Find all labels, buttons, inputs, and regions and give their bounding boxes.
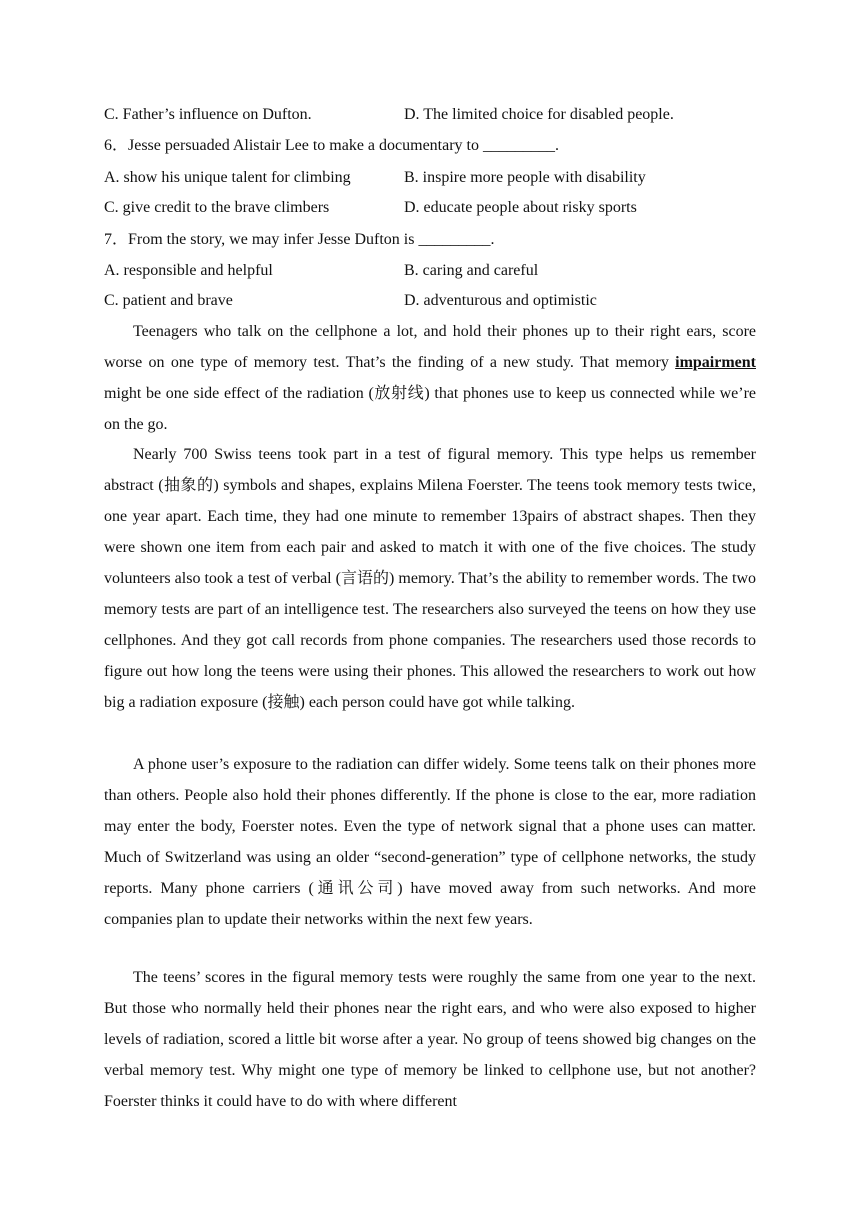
p1-text-after: might be one side effect of the radiation (放射线) that phones use to keep us connected while we’re on the go. <box>104 385 756 433</box>
q6-option-c: C. give credit to the brave climbers <box>104 199 330 216</box>
q6-stem: 6．Jesse persuaded Alistair Lee to make a documentary to _________. <box>104 137 559 154</box>
q7-options-row-ab <box>104 259 756 283</box>
passage-paragraph-3: A phone user’s exposure to the radiation can differ widely. Some teens talk on their phones more than others. People also hold their phones differently. If the phone is close to the ear, more radiation may enter the body, Foerster notes. Even the type of network signal that a phone uses can matter. Much of Switzerland was using an older “second-generation” type of cellphone networks, the study reports. Many phone carriers (通讯公司) have moved away from such networks. And more companies plan to update their networks within the next few years. <box>104 756 756 928</box>
q6-option-b: B. inspire more people with disability <box>404 169 646 186</box>
q6-option-a: A. show his unique talent for climbing <box>104 169 351 186</box>
q7-options-row-cd <box>104 289 756 313</box>
q7-option-b: B. caring and careful <box>404 262 539 279</box>
passage-paragraph-4: The teens’ scores in the figural memory tests were roughly the same from one year to the next. But those who normally held their phones near the right ears, and who were also exposed to higher levels of radiation, scored a little bit worse after a year. No group of teens showed big changes on the verbal memory test. Why might one type of memory be linked to cellphone use, but not another? Foerster thinks it could have to do with where different <box>104 969 756 1110</box>
passage-paragraph-2: Nearly 700 Swiss teens took part in a test of figural memory. This type helps us remember abstract (抽象的) symbols and shapes, explains Milena Foerster. The teens took memory tests twice, one year apart. Each time, they had one minute to remember 13pairs of abstract shapes. Then they were shown one item from each pair and asked to match it with one of the five choices. The study volunteers also took a test of verbal (言语的) memory. That’s the ability to remember words. The two memory tests are part of an intelligence test. The researchers also surveyed the teens on how they use cellphones. And they got call records from phone companies. The researchers used those records to figure out how long the teens were using their phones. This allowed the researchers to work out how big a radiation exposure (接触) each person could have got while talking. <box>104 446 756 711</box>
q7-option-d: D. adventurous and optimistic <box>404 292 597 309</box>
q5-option-c: C. Father’s influence on Dufton. <box>104 106 312 123</box>
q7-option-a: A. responsible and helpful <box>104 262 273 279</box>
q7-option-c: C. patient and brave <box>104 292 233 309</box>
q5-options-row-cd <box>104 103 756 127</box>
q6-options-row-ab <box>104 166 756 190</box>
q5-option-d: D. The limited choice for disabled people. <box>404 106 674 123</box>
passage-paragraph-1 <box>104 316 756 440</box>
q6-options-row-cd <box>104 196 756 220</box>
q6-option-d: D. educate people about risky sports <box>404 199 637 216</box>
q7-stem: 7．From the story, we may infer Jesse Dufton is _________. <box>104 231 495 248</box>
p1-text-before: Teenagers who talk on the cellphone a lot, and hold their phones up to their right ears, score worse on one type of memory test. That’s the finding of a new study. That memory <box>104 323 756 371</box>
key-word-impairment: impairment <box>675 354 756 371</box>
